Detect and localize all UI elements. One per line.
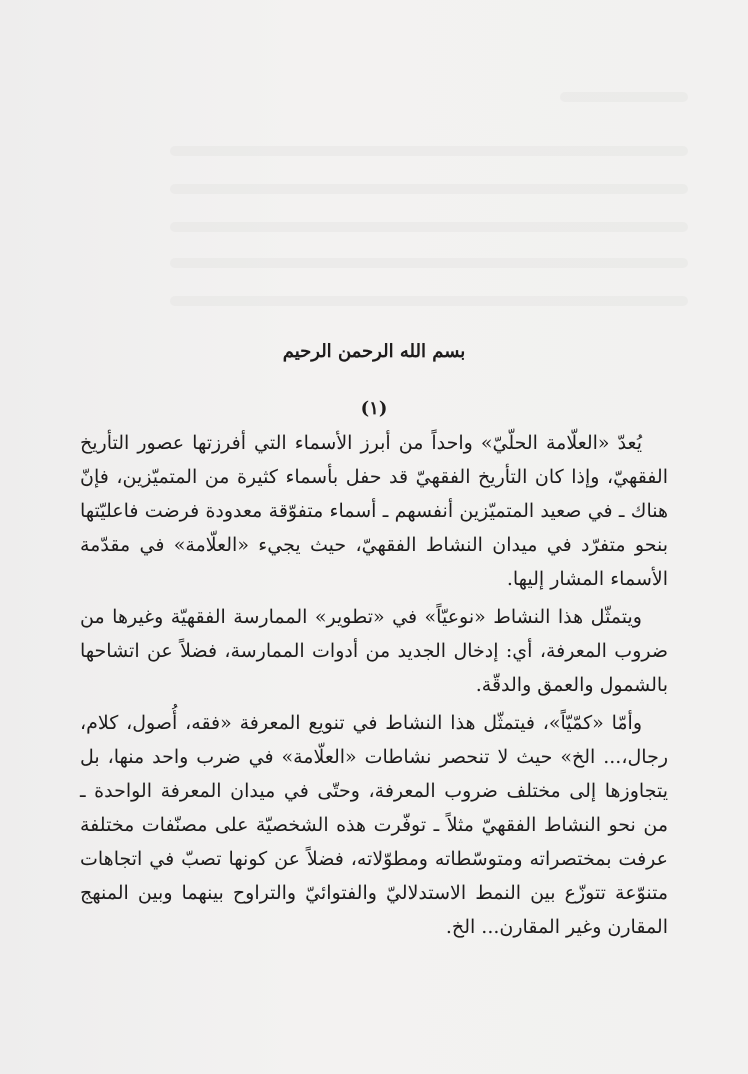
basmala-heading: بسم الله الرحمن الرحيم xyxy=(282,341,466,362)
paragraph-2: ويتمثّل هذا النشاط «نوعيّاً» في «تطوير» الممارسة الفقهيّة وغيرها من ضروب المعرفة، أي: إدخال الجديد من أدوات الممارسة، فضلاً عن اتشاحها بالشمول والعمق والدقّة. xyxy=(80,606,668,696)
bleed-through-line xyxy=(170,258,688,268)
bleed-through-line xyxy=(170,184,688,194)
paragraph-1: يُعدّ «العلّامة الحلّيّ» واحداً من أبرز الأسماء التي أفرزتها عصور التأريخ الفقهيّ، وإذا كان التأريخ الفقهيّ قد حفل بأسماء كثيرة من المتميّزين، فإنّ هناك ـ في صعيد المتميّزين أنفسهم ـ أسماء متفوّقة معدودة فرضت فاعليّتها بنحو متفرّد في ميدان النشاط الفقهيّ، حيث يجيء «العلّامة» في مقدّمة الأسماء المشار إليها. xyxy=(80,432,668,590)
bleed-through-line xyxy=(170,146,688,156)
section-number: (١) xyxy=(360,398,388,419)
paragraph-3: وأمّا «كمّيّاً»، فيتمثّل هذا النشاط في تنويع المعرفة «فقه، أُصول، كلام، رجال،... الخ» حيث لا تنحصر نشاطات «العلّامة» في ضرب واحد منها، بل يتجاوزها إلى مختلف ضروب المعرفة، وحتّى في ميدان المعرفة الواحدة ـ من نحو النشاط الفقهيّ مثلاً ـ توفّرت هذه الشخصيّة على مصنّفات مختلفة عرفت بمختصراته ومتوسّطاته ومطوّلاته، فضلاً عن كونها تصبّ في اتجاهات متنوّعة تتوزّع بين النمط الاستدلاليّ والفتوائيّ والتراوح بينهما وبين المنهج المقارن وغير المقارن... الخ. xyxy=(80,712,668,938)
bleed-through-line xyxy=(560,92,688,102)
page-body xyxy=(80,336,668,948)
bleed-through-line xyxy=(170,222,688,232)
bleed-through-line xyxy=(170,296,688,306)
